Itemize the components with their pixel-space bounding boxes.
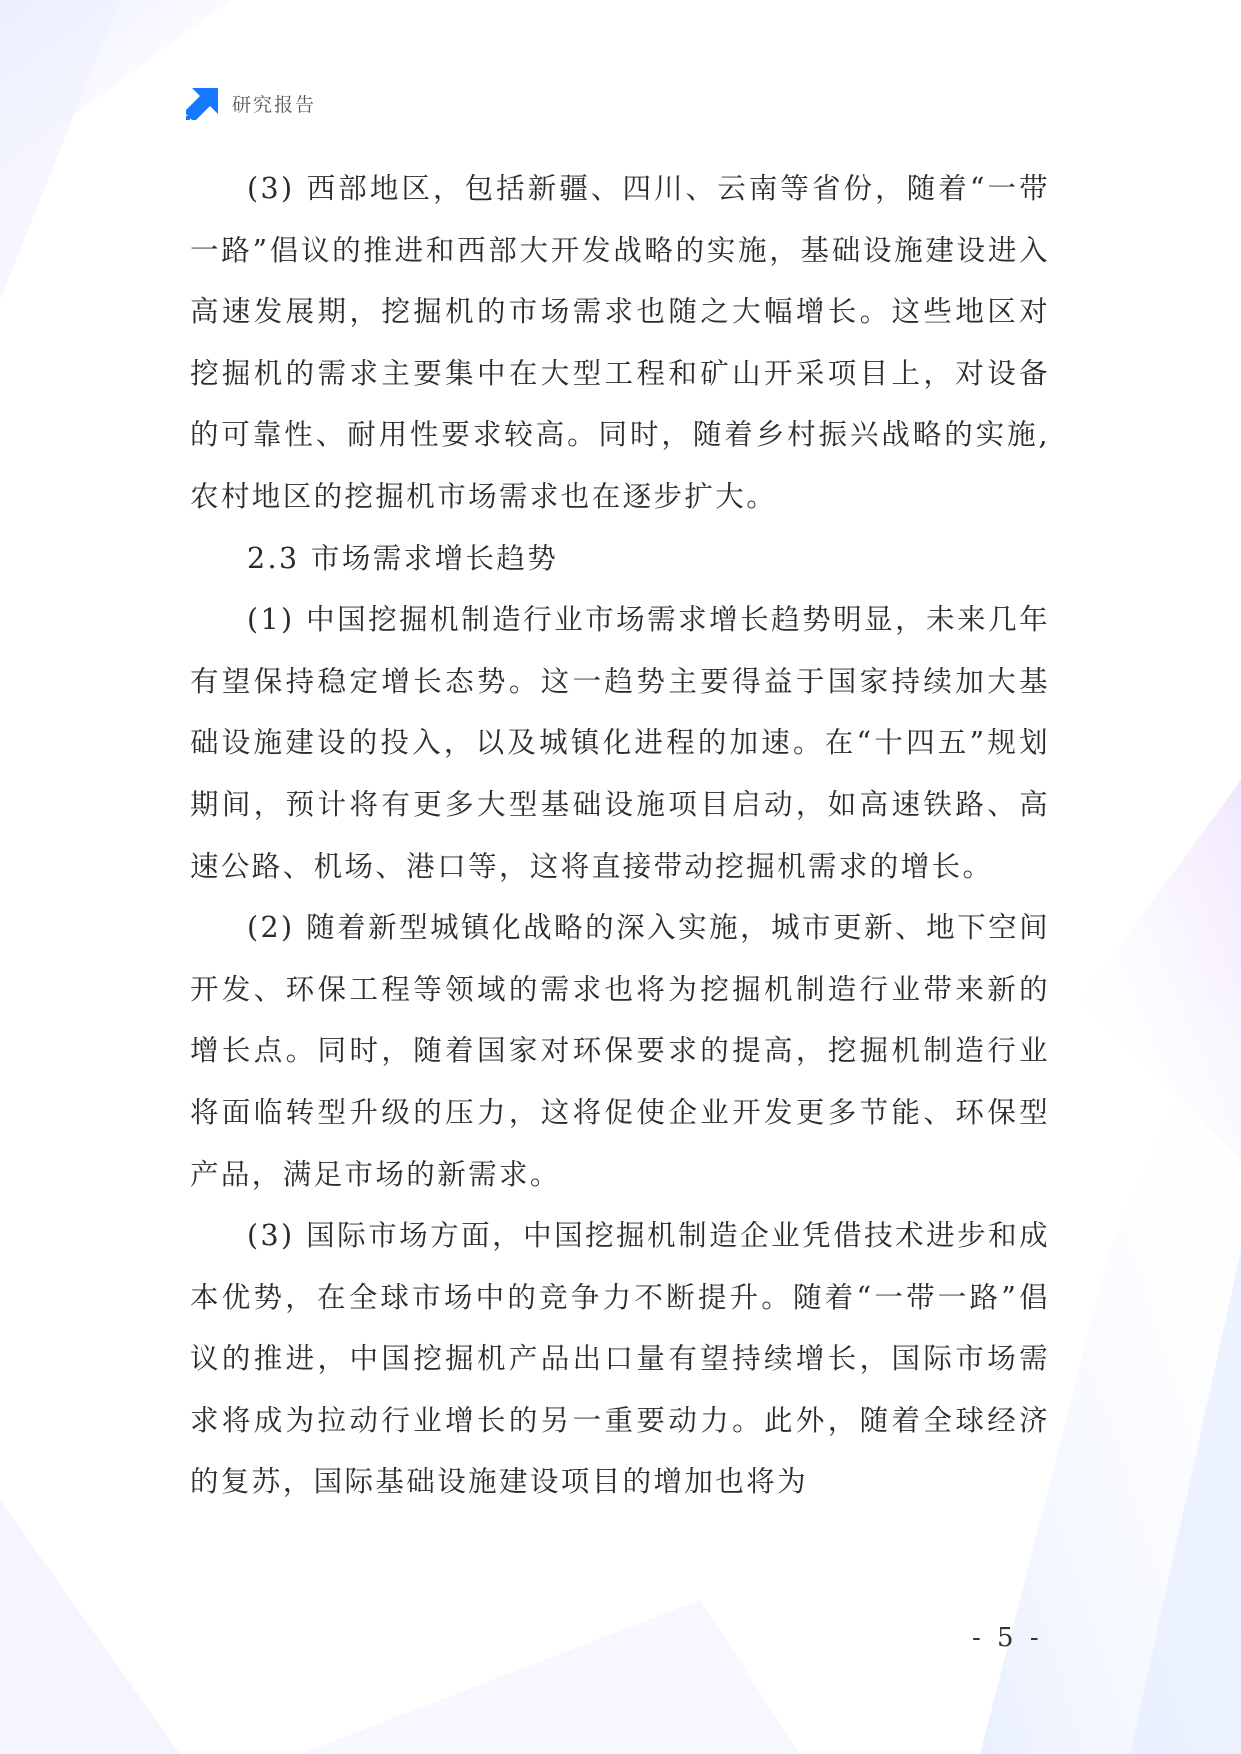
header-title: 研究报告 — [232, 93, 317, 116]
arrow-up-right-icon — [186, 86, 220, 120]
document-body — [190, 158, 1050, 1513]
page-number: - 5 - — [972, 1623, 1043, 1653]
paragraph: (3) 国际市场方面，中国挖掘机制造企业凭借技术进步和成本优势，在全球市场中的竞争力不断提升。随着“一带一路”倡议的推进，中国挖掘机产品出口量有望持续增长，国际市场需求将成为拉动行业增长的另一重要动力。此外，随着全球经济的复苏，国际基础设施建设项目的增加也将为 — [190, 1219, 1050, 1499]
paragraph: (2) 随着新型城镇化战略的深入实施，城市更新、地下空间开发、环保工程等领域的需求也将为挖掘机制造行业带来新的增长点。同时，随着国家对环保要求的提高，挖掘机制造行业将面临转型升级的压力，这将促使企业开发更多节能、环保型产品，满足市场的新需求。 — [190, 911, 1050, 1191]
paragraph: (3) 西部地区，包括新疆、四川、云南等省份，随着“一带一路”倡议的推进和西部大开发战略的实施，基础设施建设进入高速发展期，挖掘机的市场需求也随之大幅增长。这些地区对挖掘机的需求主要集中在大型工程和矿山开采项目上，对设备的可靠性、耐用性要求较高。同时，随着乡村振兴战略的实施,农村地区的挖掘机市场需求也在逐步扩大。 — [190, 172, 1050, 513]
report-header — [186, 86, 316, 120]
section-heading: 2.3 市场需求增长趋势 — [247, 541, 559, 575]
paragraph: (1) 中国挖掘机制造行业市场需求增长趋势明显，未来几年有望保持稳定增长态势。这一趋势主要得益于国家持续加大基础设施建设的投入，以及城镇化进程的加速。在“十四五”规划期间，预计将有更多大型基础设施项目启动，如高速铁路、高速公路、机场、港口等，这将直接带动挖掘机需求的增长。 — [190, 603, 1050, 883]
